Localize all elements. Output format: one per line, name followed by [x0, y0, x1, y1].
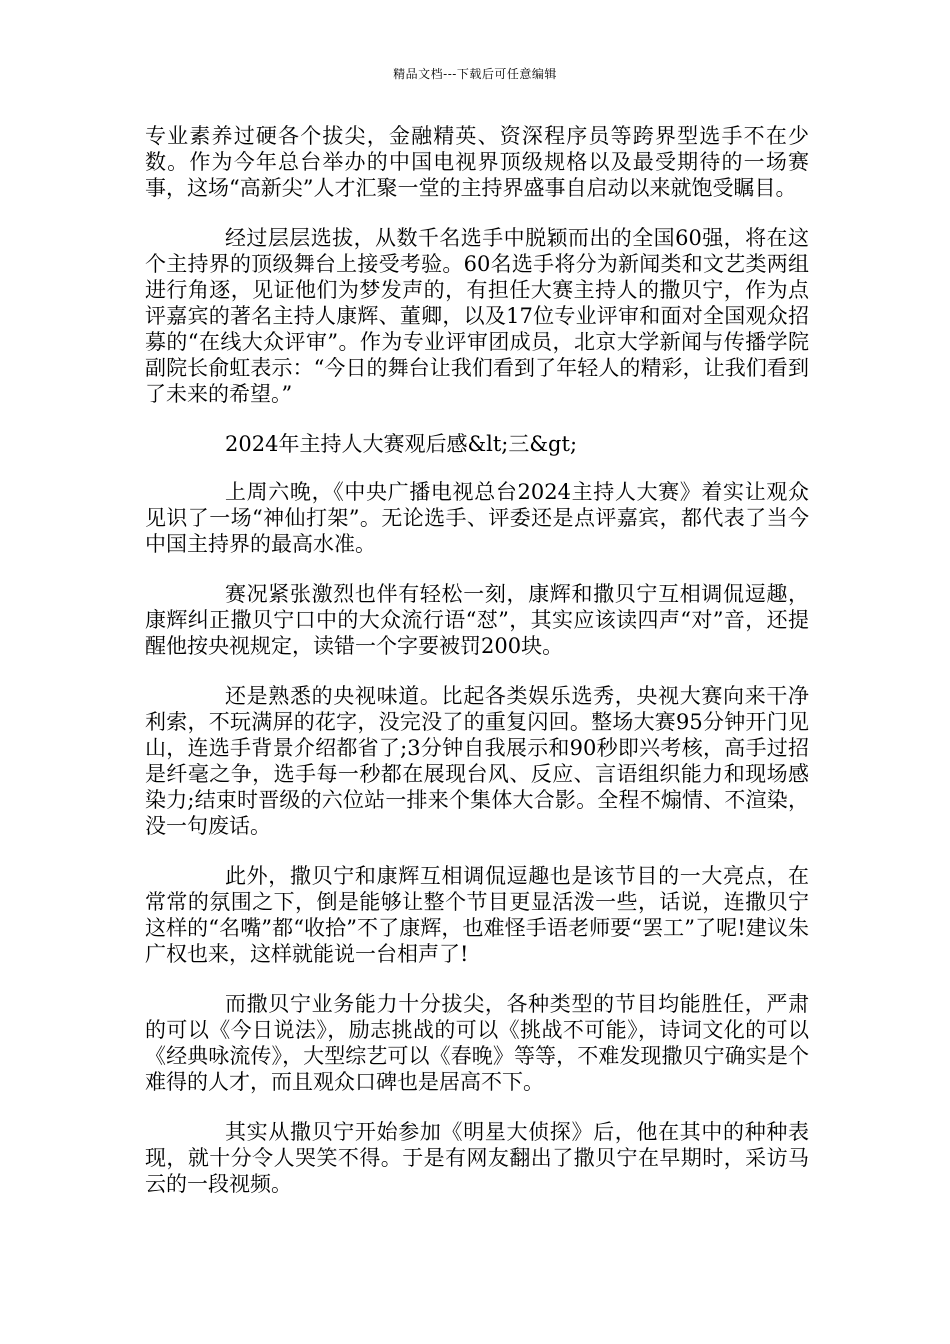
paragraph-4: 赛况紧张激烈也伴有轻松一刻，康辉和撒贝宁互相调侃逗趣，康辉纠正撒贝宁口中的大众流行语“怼”，其实应该读四声“对”音，还提醒他按央视规定，读错一个字要被罚200块。 [145, 582, 809, 658]
paragraph-7: 而撒贝宁业务能力十分拔尖，各种类型的节目均能胜任，严肃的可以《今日说法》，励志挑战的可以《挑战不可能》，诗词文化的可以《经典咏流传》，大型综艺可以《春晚》等等，不难发现撒贝宁确实是个难得的人才，而且观众口碑也是居高不下。 [145, 992, 809, 1094]
paragraph-1: 专业素养过硬各个拔尖，金融精英、资深程序员等跨界型选手不在少数。作为今年总台举办的中国电视界顶级规格以及最受期待的一场赛事，这场“高新尖”人才汇聚一堂的主持界盛事自启动以来就饱受瞩目。 [145, 124, 809, 200]
paragraph-2: 经过层层选拔，从数千名选手中脱颖而出的全国60强，将在这个主持界的顶级舞台上接受考验。60名选手将分为新闻类和文艺类两组进行角逐，见证他们为梦发声的，有担任大赛主持人的撒贝宁，作为点评嘉宾的著名主持人康辉、董卿，以及17位专业评审和面对全国观众招募的“在线大众评审”。作为专业评审团成员，北京大学新闻与传播学院副院长俞虹表示：“今日的舞台让我们看到了年轻人的精彩，让我们看到了未来的希望。” [145, 226, 809, 406]
paragraph-6: 此外，撒贝宁和康辉互相调侃逗趣也是该节目的一大亮点，在常常的氛围之下，倒是能够让整个节目更显活泼一些，话说，连撒贝宁这样的“名嘴”都“收拾”不了康辉，也难怪手语老师要“罢工”了呢!建议朱广权也来，这样就能说一台相声了! [145, 864, 809, 966]
section-heading: 2024年主持人大赛观后感&lt;三&gt; [225, 432, 578, 456]
paragraph-8: 其实从撒贝宁开始参加《明星大侦探》后，他在其中的种种表现，就十分令人哭笑不得。于是有网友翻出了撒贝宁在早期时，采访马云的一段视频。 [145, 1120, 809, 1196]
page-header: 精品文档---下载后可任意编辑 [393, 67, 557, 81]
paragraph-3: 上周六晚，《中央广播电视总台2024主持人大赛》着实让观众见识了一场“神仙打架”。无论选手、评委还是点评嘉宾，都代表了当今中国主持界的最高水准。 [145, 480, 809, 556]
paragraph-5: 还是熟悉的央视味道。比起各类娱乐选秀，央视大赛向来干净利索，不玩满屏的花字，没完没了的重复闪回。整场大赛95分钟开门见山，连选手背景介绍都省了;3分钟自我展示和90秒即兴考核，高手过招是纤毫之争，选手每一秒都在展现台风、反应、言语组织能力和现场感染力;结束时晋级的六位站一排来个集体大合影。全程不煽情、不渲染，没一句废话。 [145, 684, 809, 838]
document-body [145, 123, 809, 1221]
